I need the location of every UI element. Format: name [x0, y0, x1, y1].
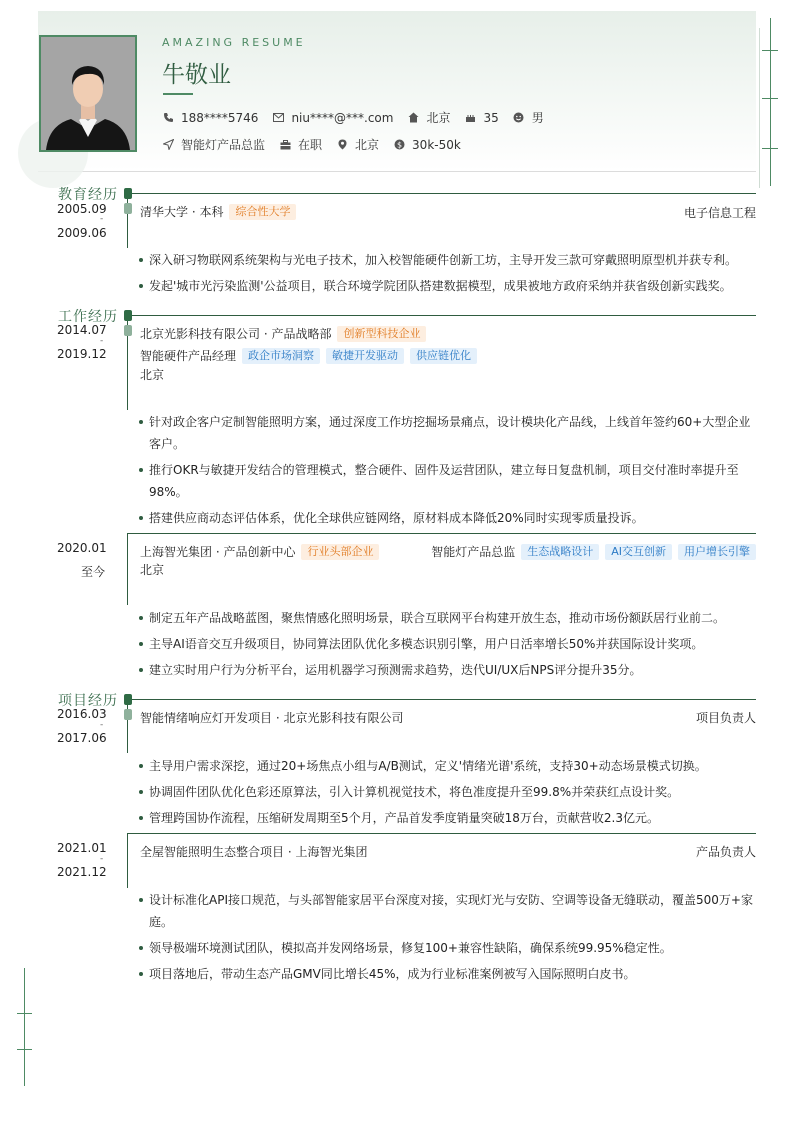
- timeline-marker: [124, 709, 132, 720]
- list-item: 针对政企客户定制智能照明方案，通过深度工作坊挖掘场景痛点，设计模块化产品线，上线首年签约60+大型企业客户。: [139, 411, 755, 455]
- entry-divider: [128, 833, 756, 834]
- mail-icon: [272, 112, 284, 124]
- phone-value: 188****5746: [181, 110, 259, 125]
- education-bullets: [139, 249, 755, 301]
- work-role-row: [140, 347, 755, 364]
- list-item: 制定五年产品战略蓝图，聚焦情感化照明场景，联合互联网平台构建开放生态，推动市场份额跃居行业前二。: [139, 607, 755, 629]
- end-date: 2017.06: [57, 731, 107, 745]
- list-item: 设计标准化API接口规范，与头部智能家居平台深度对接，实现灯光与安防、空调等设备无缝联动，覆盖500万+家庭。: [139, 889, 755, 933]
- candidate-name: 牛敬业: [162, 62, 231, 88]
- send-icon: [162, 139, 174, 151]
- work-city: 北京: [140, 563, 165, 577]
- work-bullets: [139, 411, 755, 533]
- project-role: 产品负责人: [695, 845, 756, 859]
- city-value: 北京: [426, 111, 451, 125]
- end-date: 2021.12: [57, 865, 107, 879]
- start-date: 2020.01: [57, 541, 107, 555]
- major: 电子信息工程: [683, 206, 756, 220]
- end-date: 2009.06: [57, 226, 107, 240]
- target-city-value: 北京: [355, 138, 380, 152]
- role-tag: 用户增长引擎: [678, 544, 756, 560]
- timeline-line: [127, 833, 128, 888]
- school-tag: 综合性大学: [229, 204, 296, 220]
- salary-value: 30k-50k: [412, 137, 461, 152]
- section-line: [125, 699, 756, 700]
- email-value: niu****@***.com: [291, 110, 394, 125]
- list-item: 主导AI语音交互升级项目，协同算法团队优化多模态识别引擎，用户日活率增长50%并获国际设计奖项。: [139, 633, 755, 655]
- decor-line: [762, 98, 778, 99]
- job-intent-row: [162, 136, 475, 153]
- company-tag: 行业头部企业: [301, 544, 379, 560]
- start-date: 2014.07: [57, 323, 107, 337]
- timeline-line: [127, 533, 128, 605]
- project-bullets: [139, 889, 755, 989]
- contact-row: [162, 109, 558, 126]
- role-tag: 政企市场洞察: [242, 348, 320, 364]
- list-item: 建立实时用户行为分析平台，运用机器学习预测需求趋势，迭代UI/UX后NPS评分提升35分。: [139, 659, 755, 681]
- section-marker: [124, 188, 132, 199]
- start-date: 2016.03: [57, 707, 107, 721]
- svg-text:$: $: [396, 140, 402, 150]
- decor-line: [759, 28, 760, 188]
- target-position-value: 智能灯产品总监: [181, 138, 266, 152]
- gender-icon: [513, 112, 525, 124]
- start-date: 2021.01: [57, 841, 107, 855]
- status-value: 在职: [298, 138, 323, 152]
- end-date: 2019.12: [57, 347, 107, 361]
- decor-line: [762, 148, 778, 149]
- timeline-marker: [124, 325, 132, 336]
- target-city-item: [336, 136, 379, 153]
- briefcase-icon: [279, 139, 291, 151]
- section-title-education: 教育经历: [58, 187, 118, 203]
- section-title-work: 工作经历: [58, 309, 118, 325]
- list-item: 领导极端环境测试团队，模拟高并发网络场景，修复100+兼容性缺陷，确保系统99.95%稳定性。: [139, 937, 755, 959]
- list-item: 协调固件团队优化色彩还原算法，引入计算机视觉技术，将色准度提升至99.8%并荣获红点设计奖。: [139, 781, 755, 803]
- decor-line: [770, 18, 771, 186]
- list-item: 推行OKR与敏捷开发结合的管理模式，整合硬件、固件及运营团队，建立每日复盘机制，项目交付准时率提升至98%。: [139, 459, 755, 503]
- gender-value: 男: [531, 111, 544, 125]
- company-name: 上海智光集团 · 产品创新中心: [140, 545, 296, 559]
- project-role: 项目负责人: [695, 711, 756, 725]
- list-item: 项目落地后，带动生态产品GMV同比增长45%，成为行业标准案例被写入国际照明白皮书。: [139, 963, 755, 985]
- education-school-row: [140, 203, 755, 220]
- date-separator: -: [100, 336, 104, 346]
- list-item: 深入研习物联网系统架构与光电子技术，加入校智能硬件创新工坊，主导开发三款可穿戴照明原型机并获专利。: [139, 249, 755, 271]
- decor-line: [17, 1049, 32, 1050]
- section-marker: [124, 310, 132, 321]
- role-tag: 敏捷开发驱动: [326, 348, 404, 364]
- salary-item: [393, 138, 461, 152]
- resume-tagline: AMAZING RESUME: [162, 36, 306, 49]
- section-title-projects: 项目经历: [58, 693, 118, 709]
- start-date: 2005.09: [57, 202, 107, 216]
- gender-item: [513, 109, 544, 126]
- decor-line: [17, 1013, 32, 1014]
- role-tag: 生态战略设计: [521, 544, 599, 560]
- work-city: 北京: [140, 368, 165, 382]
- email-item: [272, 111, 393, 125]
- section-line: [125, 193, 756, 194]
- work-company-row: [140, 325, 755, 342]
- role-title: 智能硬件产品经理: [140, 349, 237, 363]
- work-bullets: [139, 607, 755, 685]
- list-item: 主导用户需求深挖，通过20+场焦点小组与A/B测试，定义'情绪光谱'系统，支持30+动态场景模式切换。: [139, 755, 755, 777]
- project-bullets: [139, 755, 755, 833]
- section-line: [125, 315, 756, 316]
- school-name: 清华大学 · 本科: [140, 205, 224, 219]
- project-name: 智能情绪响应灯开发项目 · 北京光影科技有限公司: [140, 711, 404, 725]
- section-marker: [124, 694, 132, 705]
- role-tag: 供应链优化: [410, 348, 477, 364]
- entry-divider: [128, 533, 756, 534]
- decor-line: [24, 968, 25, 1086]
- list-item: 发起'城市光污染监测'公益项目，联合环境学院团队搭建数据模型，成果被地方政府采纳并获省级创新实践奖。: [139, 275, 755, 297]
- company-tag: 创新型科技企业: [337, 326, 426, 342]
- date-separator: -: [100, 720, 104, 730]
- company-name: 北京光影科技有限公司 · 产品战略部: [140, 327, 332, 341]
- project-name: 全屋智能照明生态整合项目 · 上海智光集团: [140, 845, 368, 859]
- phone-icon: [162, 112, 174, 124]
- role-tag: AI交互创新: [605, 544, 672, 560]
- profile-photo: [39, 35, 137, 152]
- list-item: 搭建供应商动态评估体系，优化全球供应链网络，原材料成本降低20%同时实现零质量投诉。: [139, 507, 755, 529]
- work-role-row: [431, 543, 756, 560]
- age-value: 35: [483, 110, 499, 125]
- divider: [163, 93, 193, 95]
- phone-item: [162, 111, 258, 125]
- role-title: 智能灯产品总监: [431, 545, 516, 559]
- status-item: [279, 136, 322, 153]
- target-position-item: [162, 136, 265, 153]
- home-icon: [407, 112, 419, 124]
- timeline-marker: [124, 203, 132, 214]
- location-icon: [336, 139, 348, 151]
- age-item: [464, 111, 498, 125]
- date-separator: -: [100, 854, 104, 864]
- date-separator: -: [100, 214, 104, 224]
- cake-icon: [464, 112, 476, 124]
- city-item: [407, 109, 450, 126]
- list-item: 管理跨国协作流程，压缩研发周期至5个月，产品首发季度销量突破18万台，贡献营收2.3亿元。: [139, 807, 755, 829]
- salary-icon: [393, 139, 405, 151]
- decor-line: [762, 50, 778, 51]
- end-date: 至今: [80, 565, 105, 579]
